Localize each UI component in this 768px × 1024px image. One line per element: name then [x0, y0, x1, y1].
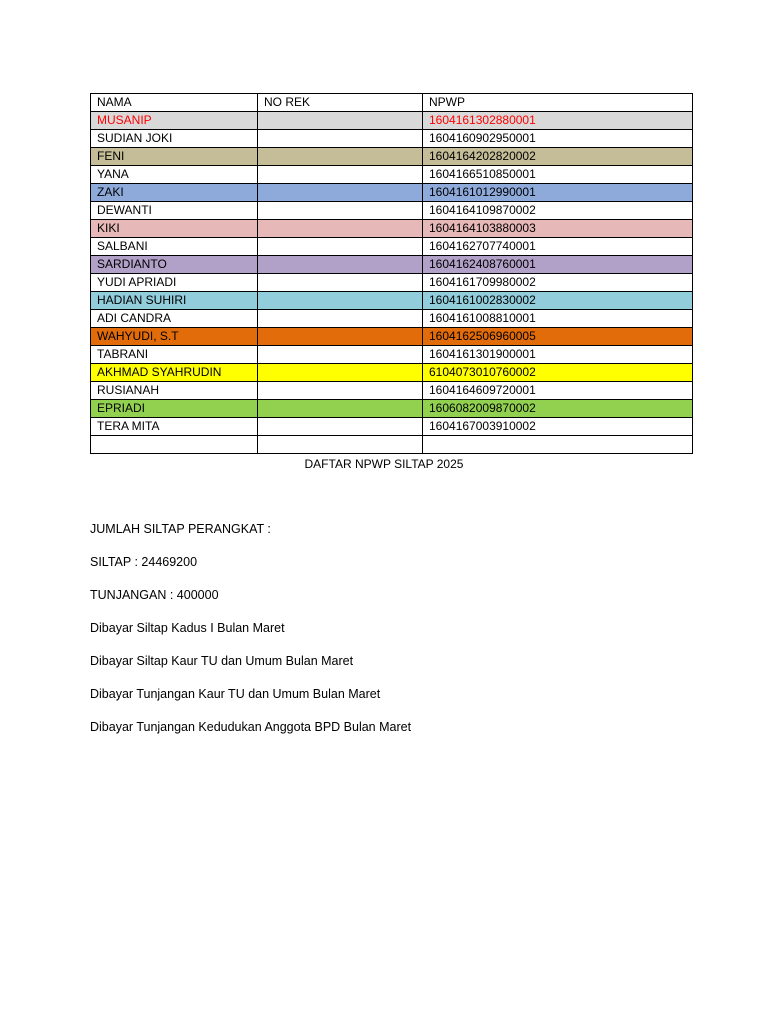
table-row — [91, 130, 693, 148]
cell-nama: MUSANIP — [91, 112, 258, 130]
cell-nama: SUDIAN JOKI — [91, 130, 258, 148]
payment-note-1: Dibayar Siltap Kadus I Bulan Maret — [90, 621, 285, 635]
cell-npwp: 6104073010760002 — [423, 364, 693, 382]
cell-npwp: 1604161709980002 — [423, 274, 693, 292]
cell-no-rek — [258, 130, 423, 148]
table-row — [91, 274, 693, 292]
npwp-table — [90, 93, 693, 454]
jumlah-siltap-heading: JUMLAH SILTAP PERANGKAT : — [90, 522, 271, 536]
cell-nama: YANA — [91, 166, 258, 184]
table-row — [91, 112, 693, 130]
cell-nama: EPRIADI — [91, 400, 258, 418]
cell-npwp: 1604161002830002 — [423, 292, 693, 310]
table-row — [91, 400, 693, 418]
cell-npwp: 1604162506960005 — [423, 328, 693, 346]
cell-npwp: 1604164109870002 — [423, 202, 693, 220]
siltap-amount: SILTAP : 24469200 — [90, 555, 198, 569]
cell-no-rek — [258, 274, 423, 292]
cell-nama: TERA MITA — [91, 418, 258, 436]
table-row — [91, 328, 693, 346]
cell-no-rek — [258, 400, 423, 418]
cell-no-rek — [258, 328, 423, 346]
cell-no-rek — [258, 346, 423, 364]
table-caption: DAFTAR NPWP SILTAP 2025 — [304, 457, 464, 471]
cell-npwp: 1604164103880003 — [423, 220, 693, 238]
table-row — [91, 256, 693, 274]
table-row — [91, 238, 693, 256]
cell-nama: ZAKI — [91, 184, 258, 202]
table-row — [91, 220, 693, 238]
cell-no-rek — [258, 418, 423, 436]
cell-no-rek — [258, 436, 423, 454]
table-row — [91, 346, 693, 364]
cell-no-rek — [258, 166, 423, 184]
table-row — [91, 364, 693, 382]
header-no-rek: NO REK — [258, 94, 423, 112]
cell-npwp: 1604167003910002 — [423, 418, 693, 436]
table-row — [91, 310, 693, 328]
table-row — [91, 382, 693, 400]
cell-nama: ADI CANDRA — [91, 310, 258, 328]
cell-npwp: 1604164202820002 — [423, 148, 693, 166]
cell-nama: TABRANI — [91, 346, 258, 364]
cell-npwp: 1604160902950001 — [423, 130, 693, 148]
tunjangan-amount: TUNJANGAN : 400000 — [90, 588, 219, 602]
cell-no-rek — [258, 112, 423, 130]
table-row — [91, 202, 693, 220]
cell-nama: SALBANI — [91, 238, 258, 256]
table-row — [91, 184, 693, 202]
cell-nama: AKHMAD SYAHRUDIN — [91, 364, 258, 382]
cell-npwp: 1604161301900001 — [423, 346, 693, 364]
table-row — [91, 166, 693, 184]
cell-no-rek — [258, 220, 423, 238]
payment-note-3: Dibayar Tunjangan Kaur TU dan Umum Bulan Maret — [90, 687, 381, 701]
cell-npwp: 1604161008810001 — [423, 310, 693, 328]
cell-no-rek — [258, 364, 423, 382]
cell-nama: YUDI APRIADI — [91, 274, 258, 292]
cell-nama: RUSIANAH — [91, 382, 258, 400]
cell-npwp: 1604162408760001 — [423, 256, 693, 274]
cell-no-rek — [258, 382, 423, 400]
cell-npwp: 1604166510850001 — [423, 166, 693, 184]
table-row — [91, 436, 693, 454]
table-header-row — [91, 94, 693, 112]
table-body — [91, 112, 693, 454]
cell-npwp: 1606082009870002 — [423, 400, 693, 418]
cell-no-rek — [258, 256, 423, 274]
cell-nama: DEWANTI — [91, 202, 258, 220]
cell-no-rek — [258, 292, 423, 310]
cell-nama: HADIAN SUHIRI — [91, 292, 258, 310]
payment-note-4: Dibayar Tunjangan Kedudukan Anggota BPD Bulan Maret — [90, 720, 412, 734]
cell-no-rek — [258, 238, 423, 256]
table-row — [91, 292, 693, 310]
cell-npwp: 1604161302880001 — [423, 112, 693, 130]
header-npwp: NPWP — [423, 94, 693, 112]
cell-no-rek — [258, 310, 423, 328]
payment-note-2: Dibayar Siltap Kaur TU dan Umum Bulan Maret — [90, 654, 354, 668]
cell-no-rek — [258, 184, 423, 202]
header-nama: NAMA — [91, 94, 258, 112]
cell-nama: FENI — [91, 148, 258, 166]
cell-no-rek — [258, 148, 423, 166]
table-row — [91, 148, 693, 166]
table-row — [91, 418, 693, 436]
cell-nama: SARDIANTO — [91, 256, 258, 274]
cell-no-rek — [258, 202, 423, 220]
cell-nama: KIKI — [91, 220, 258, 238]
cell-nama: WAHYUDI, S.T — [91, 328, 258, 346]
cell-nama — [91, 436, 258, 454]
cell-npwp: 1604164609720001 — [423, 382, 693, 400]
cell-npwp: 1604162707740001 — [423, 238, 693, 256]
cell-npwp — [423, 436, 693, 454]
cell-npwp: 1604161012990001 — [423, 184, 693, 202]
